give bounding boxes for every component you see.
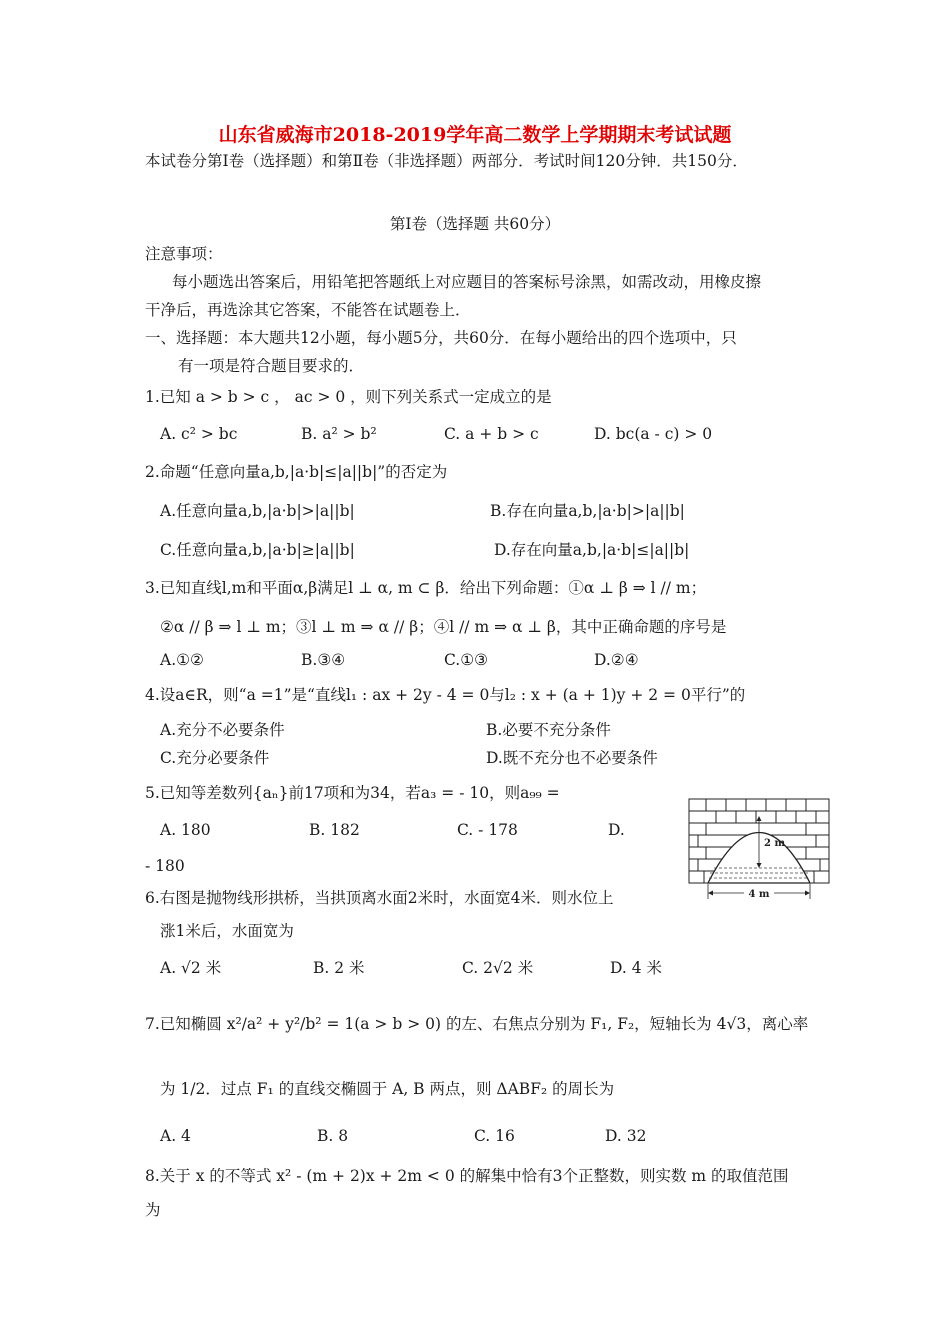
q4-option-c: C.充分必要条件 — [160, 749, 270, 767]
q1-option-c: C. a + b > c — [444, 425, 539, 443]
q3-stem-2: ②α // β ⇒ l ⊥ m；③l ⊥ m ⇒ α // β；④l // m ⇒ α ⊥ β，其中正确命题的序号是 — [160, 618, 727, 636]
part1-heading: 第Ⅰ卷（选择题 共60分） — [389, 215, 561, 233]
q1-option-a: A. c² > bc — [160, 425, 238, 443]
q5-option-a: A. 180 — [160, 821, 211, 839]
notice-line-1: 每小题选出答案后，用铅笔把答题纸上对应题目的答案标号涂黑，如需改动，用橡皮擦 — [172, 273, 762, 291]
q6-option-c: C. 2√2 米 — [462, 959, 534, 977]
q3-option-c: C.①③ — [444, 651, 489, 669]
q5-option-d-value: - 180 — [145, 857, 185, 875]
q4-stem: 4.设a∈R，则“a =1”是“直线l₁ : ax + 2y - 4 = 0与l₂ : x + (a + 1)y + 2 = 0平行”的 — [145, 686, 746, 704]
q6-option-a: A. √2 米 — [160, 959, 222, 977]
q7-option-a: A. 4 — [160, 1127, 191, 1145]
q5-option-c: C. - 178 — [457, 821, 518, 839]
q2-option-a: A.任意向量a,b,|a·b|>|a||b| — [160, 502, 355, 520]
figure-width-label: 4 m — [748, 889, 770, 900]
q1-stem: 1.已知 a > b > c ， ac > 0 ，则下列关系式一定成立的是 — [145, 388, 552, 406]
q8-stem-2: 为 — [145, 1201, 161, 1219]
q3-option-d: D.②④ — [594, 651, 639, 669]
q1-option-b: B. a² > b² — [301, 425, 377, 443]
q8-stem-1: 8.关于 x 的不等式 x² - (m + 2)x + 2m < 0 的解集中恰有3个正整数，则实数 m 的取值范围 — [145, 1167, 789, 1185]
page-title: 山东省威海市2018-2019学年高二数学上学期期末考试试题 — [218, 124, 732, 146]
q4-option-a: A.充分不必要条件 — [160, 721, 285, 739]
exam-intro: 本试卷分第Ⅰ卷（选择题）和第Ⅱ卷（非选择题）两部分．考试时间120分钟．共150分． — [145, 152, 748, 170]
section1-line-2: 有一项是符合题目要求的． — [178, 357, 365, 375]
notice-line-2: 干净后，再选涂其它答案，不能答在试题卷上． — [145, 301, 471, 319]
q6-stem-1: 6.右图是抛物线形拱桥，当拱顶离水面2米时，水面宽4米．则水位上 — [145, 889, 614, 907]
q7-option-b: B. 8 — [317, 1127, 349, 1145]
q4-option-b: B.必要不充分条件 — [486, 721, 611, 739]
q6-option-b: B. 2 米 — [313, 959, 365, 977]
parabolic-arch-bridge-figure — [688, 798, 831, 900]
q2-stem: 2.命题“任意向量a,b,|a·b|≤|a||b|”的否定为 — [145, 463, 448, 481]
q7-stem-2: 为 1/2．过点 F₁ 的直线交椭圆于 A, B 两点，则 ΔABF₂ 的周长为 — [160, 1080, 615, 1098]
q3-option-b: B.③④ — [301, 651, 346, 669]
q2-option-c: C.任意向量a,b,|a·b|≥|a||b| — [160, 541, 355, 559]
q1-option-d: D. bc(a - c) > 0 — [594, 425, 713, 443]
q7-stem-1: 7.已知椭圆 x²/a² + y²/b² = 1(a > b > 0) 的左、右焦点分别为 F₁, F₂，短轴长为 4√3，离心率 — [145, 1015, 809, 1033]
q3-stem-1: 3.已知直线l,m和平面α,β满足l ⊥ α, m ⊂ β．给出下列命题：①α ⊥ β ⇒ l // m； — [145, 579, 707, 597]
q6-option-d: D. 4 米 — [610, 959, 663, 977]
q5-option-b: B. 182 — [309, 821, 360, 839]
figure-height-label: 2 m — [764, 838, 786, 849]
q6-stem-2: 涨1米后，水面宽为 — [160, 922, 294, 940]
section1-line-1: 一、选择题：本大题共12小题，每小题5分，共60分．在每小题给出的四个选项中，只 — [145, 329, 737, 347]
q5-option-d: D. — [608, 821, 625, 839]
q3-option-a: A.①② — [160, 651, 204, 669]
q5-stem: 5.已知等差数列{aₙ}前17项和为34，若a₃ = - 10，则a₉₉ = — [145, 784, 560, 802]
q7-option-d: D. 32 — [605, 1127, 647, 1145]
q2-option-b: B.存在向量a,b,|a·b|>|a||b| — [490, 502, 685, 520]
q4-option-d: D.既不充分也不必要条件 — [486, 749, 658, 767]
notice-label: 注意事项： — [145, 245, 223, 263]
q7-option-c: C. 16 — [474, 1127, 515, 1145]
q2-option-d: D.存在向量a,b,|a·b|≤|a||b| — [494, 541, 690, 559]
